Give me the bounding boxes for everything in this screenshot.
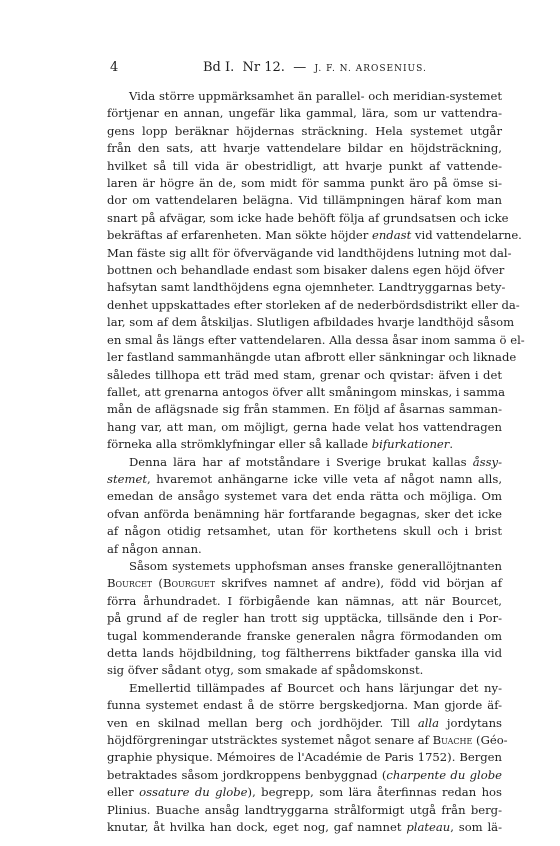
text-run: ler fastland sammanhängde utan afbrott eller sänkningar och liknade: [107, 350, 517, 365]
text-run: bottnen och behandlade endast som bisaker dalens egen höjd öfver: [107, 263, 505, 278]
text-run: Emellertid tillämpades af Bourcet och hans lärjungar det ny-: [129, 680, 502, 695]
text-line: [107, 575, 502, 592]
text-run: ), begrepp, som lära återfinnas redan hos: [247, 785, 502, 800]
text-run: Såsom systemets upphofsman anses franske generallöjtnanten: [129, 558, 502, 573]
text-run: emedan de ansågo systemet vara det enda rätta och möjliga. Om: [107, 489, 502, 504]
text-line: [107, 88, 502, 105]
text-line: [107, 628, 502, 645]
text-line: [107, 471, 502, 488]
text-run: .: [449, 437, 454, 452]
text-run: en smal ås längs efter vattendelaren. Alla dessa åsar inom samma ö el-: [107, 332, 525, 347]
text-run: skrifves namnet af andre), född vid början af: [215, 576, 502, 591]
text-run: graphie physique. Mémoires de l'Académie de Paris 1752). Bergen: [107, 750, 502, 765]
text-run: förneka alla strömklyfningar eller så kallade: [107, 437, 372, 452]
text-run: Denna lära har af motståndare i Sverige brukat kallas: [129, 454, 473, 469]
text-line: [107, 175, 502, 192]
text-line: [107, 262, 505, 279]
text-line: [107, 436, 502, 453]
text-line: [107, 558, 502, 575]
text-line: [107, 732, 508, 749]
text-run: höjdförgreningar utsträcktes systemet något senare af: [107, 733, 433, 748]
text-run: från den sats, att hvarje vattendelare bildar en höjdsträckning,: [107, 141, 502, 156]
text-run: således tillhopa ett träd med stam, grenar och qvistar: äfven i det: [107, 367, 502, 382]
text-line: [107, 662, 502, 679]
header-dash: —: [293, 60, 307, 75]
body-text: [107, 88, 525, 836]
text-run: fallet, att grenarna antogos öfver allt småningom minskas, i samma: [107, 384, 505, 399]
text-line: [107, 610, 502, 627]
text-run: förtjenar en annan, ungefär lika gammal, lära, som ur vattendra-: [107, 106, 502, 121]
italic-text: åssy-: [472, 454, 502, 469]
text-line: [107, 367, 502, 384]
text-run: dor om vattendelaren belägna. Vid tillämpningen häraf kom man: [107, 193, 502, 208]
text-line: [107, 697, 502, 714]
italic-text: ossature du globe: [139, 785, 248, 800]
text-run: förra århundradet. I förbigående kan nämnas, att när Bourcet,: [107, 593, 502, 608]
text-run: hvilket så till vida är obestridligt, att hvarje punkt af vattende-: [107, 158, 502, 173]
text-line: [107, 210, 509, 227]
text-line: [107, 192, 502, 209]
text-run: , hvaremot anhängarne icke ville veta af något namn alls,: [146, 471, 502, 486]
text-line: [107, 488, 502, 505]
text-line: [107, 140, 502, 157]
text-line: [107, 645, 502, 662]
text-run: (Géo-: [472, 733, 508, 748]
text-line: [107, 297, 520, 314]
small-caps-text: Buache: [432, 733, 473, 748]
text-line: [107, 819, 502, 836]
italic-text: plateau: [406, 820, 451, 835]
text-run: jordytans: [439, 715, 503, 730]
small-caps-text: Bourcet: [107, 576, 153, 591]
text-run: betraktades såsom jordkroppens benbyggnad (: [107, 767, 387, 782]
text-line: [107, 332, 525, 349]
text-run: lar, som af dem åtskiljas. Slutligen afbildades hvarje landthöjd såsom: [107, 315, 515, 330]
text-run: detta lands höjdbildning, tog fältherrens biktfader ganska illa vid: [107, 646, 502, 660]
text-run: af någon otidig retsamhet, utan för korthetens skull och i brist: [107, 524, 502, 539]
text-line: [107, 105, 502, 122]
text-line: [107, 227, 522, 244]
text-run: hang var, att man, om möjligt, gerna hade velat hos vattendragen: [107, 419, 502, 434]
italic-text: charpente du globe: [386, 767, 502, 782]
text-run: Vida större uppmärksamhet än parallel- och meridian-systemet: [129, 89, 502, 103]
text-run: Plinius. Buache ansåg landtryggarna strålformigt utgå från berg-: [107, 802, 502, 817]
text-run: funna systemet endast å de större bergskedjorna. Man gjorde äf-: [107, 698, 502, 713]
text-line: [107, 314, 515, 331]
text-line: [107, 401, 502, 418]
text-line: [107, 384, 505, 401]
text-run: vid vattendelarne.: [411, 228, 522, 243]
text-run: tugal kommenderande franske generalen några förmodanden om: [107, 628, 502, 643]
text-line: [107, 767, 502, 784]
text-run: ofvan anförda benämning här fortfarande begagnas, sker det icke: [107, 506, 502, 521]
text-run: sig öfver sådant otyg, som smakade af spådomskonst.: [107, 663, 424, 678]
small-caps-text: Bourguet: [162, 576, 216, 591]
text-run: , som lä-: [450, 820, 502, 835]
text-run: af någon annan.: [107, 541, 202, 556]
italic-text: endast: [371, 228, 412, 243]
text-run: laren är högre än de, som midt för samma punkt äro på ömse si-: [107, 176, 502, 191]
italic-text: stemet: [107, 471, 147, 486]
running-head: [203, 60, 427, 75]
text-line: [107, 784, 502, 801]
text-run: eller: [107, 785, 140, 800]
text-line: [107, 523, 502, 540]
text-run: snart på afvägar, som icke hade behöft följa af grundsatsen och icke: [107, 210, 509, 225]
text-line: [107, 349, 517, 366]
author-name: J. F. N. AROSENIUS.: [314, 64, 427, 74]
text-run: på grund af de regler han trott sig upptäcka, tillsände den i Por-: [107, 611, 502, 626]
text-line: [107, 593, 502, 610]
text-line: [107, 749, 502, 766]
italic-text: alla: [417, 715, 440, 730]
text-line: [107, 123, 502, 140]
text-line: [107, 680, 502, 697]
text-line: [107, 506, 502, 523]
text-run: gens lopp beräknar höjdernas sträckning. Hela systemet utgår: [107, 123, 502, 138]
italic-text: bifurkationer: [371, 437, 450, 452]
text-run: denhet uppskattades efter storleken af de nederbördsdistrikt eller da-: [107, 297, 520, 312]
page-number: 4: [110, 60, 119, 75]
text-line: [107, 454, 502, 471]
text-line: [107, 245, 512, 262]
text-line: [107, 541, 502, 558]
text-line: [107, 158, 502, 175]
text-run: mån de aflägsnade sig från stammen. En följd af åsarnas samman-: [107, 402, 502, 417]
text-line: [107, 802, 502, 819]
number-label: Nr 12.: [242, 60, 285, 75]
text-line: [107, 715, 502, 732]
text-run: hafsytan samt landthöjdens egna ojemnheter. Landtryggarnas bety-: [107, 280, 506, 295]
text-run: knutar, åt hvilka han dock, eget nog, gaf namnet: [107, 820, 407, 835]
running-header: [110, 56, 500, 80]
text-line: [107, 279, 506, 296]
text-run: Man fäste sig allt för öfvervägande vid landthöjdens lutning mot dal-: [107, 245, 512, 260]
text-run: bekräftas af erfarenheten. Man sökte höjder: [107, 228, 372, 243]
text-line: [107, 419, 502, 436]
text-run: ven en skilnad mellan berg och jordhöjder. Till: [107, 715, 418, 730]
text-run: (: [152, 576, 163, 591]
volume-label: Bd I.: [203, 60, 235, 75]
